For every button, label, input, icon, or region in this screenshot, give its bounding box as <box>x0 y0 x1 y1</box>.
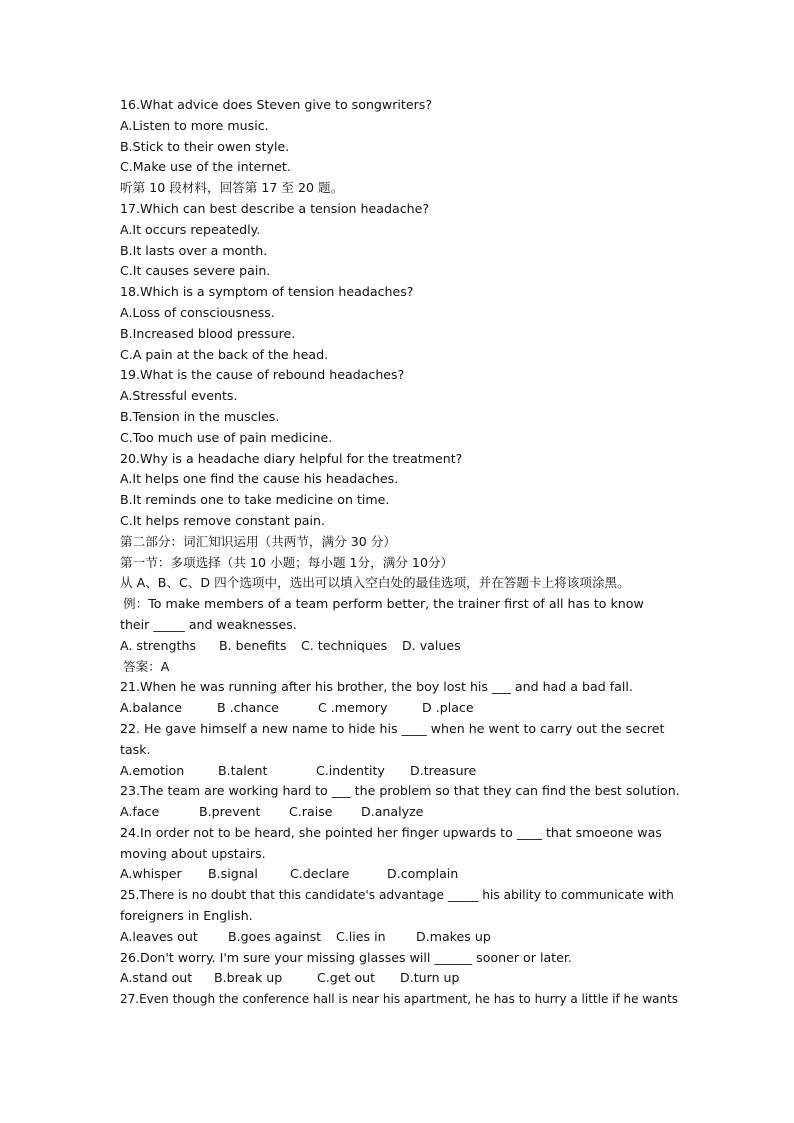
q17-stem: 17.Which can best describe a tension headache? <box>120 200 430 216</box>
q26-option-d: D.turn up <box>400 970 460 986</box>
part2-title: 第二部分：词汇知识运用（共两节，满分 30 分） <box>120 533 396 549</box>
q23-option-a: A.face <box>120 804 160 820</box>
q21-option-a: A.balance <box>120 700 182 716</box>
q22-option-d: D.treasure <box>410 762 477 778</box>
q25-option-b: B.goes against <box>228 928 322 944</box>
example-stem-line2: their _____ and weaknesses. <box>120 616 297 632</box>
q19-option-a: A.Stressful events. <box>120 388 238 404</box>
q21-stem: 21.When he was running after his brother, the boy lost his ___ and had a bad fall. <box>120 679 633 695</box>
q16-option-b: B.Stick to their owen style. <box>120 138 290 154</box>
q20-option-c: C.It helps remove constant pain. <box>120 512 326 528</box>
q19-option-b: B.Tension in the muscles. <box>120 408 280 424</box>
example-stem-line1: 例：To make members of a team perform better, the trainer first of all has to know <box>123 596 644 612</box>
q21-option-d: D .place <box>422 700 474 716</box>
q26-stem: 26.Don't worry. I'm sure your missing glasses will ______ sooner or later. <box>120 949 572 965</box>
q26-option-b: B.break up <box>214 970 283 986</box>
q21-option-c: C .memory <box>318 700 388 716</box>
example-option-b: B. benefits <box>219 637 287 653</box>
q26-option-a: A.stand out <box>120 970 193 986</box>
q24-option-a: A.whisper <box>120 866 182 882</box>
section-note: 听第 10 段材料，回答第 17 至 20 题。 <box>120 180 344 196</box>
part2-subtitle: 第一节：多项选择（共 10 小题；每小题 1分，满分 10分） <box>120 554 454 570</box>
q24-stem-line2: moving about upstairs. <box>120 845 266 861</box>
example-option-d: D. values <box>402 637 461 653</box>
q22-option-b: B.talent <box>218 762 268 778</box>
q23-options <box>120 802 680 823</box>
q20-stem: 20.Why is a headache diary helpful for the treatment? <box>120 450 463 466</box>
q18-option-c: C.A pain at the back of the head. <box>120 346 329 362</box>
example-option-a: A. strengths <box>120 637 197 653</box>
q23-stem: 23.The team are working hard to ___ the problem so that they can find the best solution. <box>120 783 680 799</box>
q23-option-c: C.raise <box>289 804 333 820</box>
q25-stem-line2: foreigners in English. <box>120 908 253 924</box>
q25-option-c: C.lies in <box>336 928 386 944</box>
q17-option-b: B.It lasts over a month. <box>120 242 268 258</box>
q27-stem: 27.Even though the conference hall is near his apartment, he has to hurry a little if he wants <box>120 992 679 1007</box>
q25-option-d: D.makes up <box>416 928 491 944</box>
exam-page <box>120 95 680 1010</box>
q26-option-c: C.get out <box>317 970 376 986</box>
q24-option-d: D.complain <box>387 866 459 882</box>
q20-option-b: B.It reminds one to take medicine on time. <box>120 492 390 508</box>
q17-option-c: C.It causes severe pain. <box>120 263 271 279</box>
part2-instruction: 从 A、B、C、D 四个选项中，选出可以填入空白处的最佳选项，并在答题卡上将该项涂黑。 <box>120 575 630 591</box>
q17-option-a: A.It occurs repeatedly. <box>120 221 261 237</box>
q22-option-c: C.indentity <box>316 762 385 778</box>
example-options <box>120 636 680 657</box>
q25-stem-line1: 25.There is no doubt that this candidate's advantage _____ his ability to communicate with <box>120 888 674 903</box>
q23-option-d: D.analyze <box>361 804 424 820</box>
q24-stem-line1: 24.In order not to be heard, she pointed her finger upwards to ____ that smoeone was <box>120 824 662 840</box>
q26-options <box>120 968 680 989</box>
q23-option-b: B.prevent <box>199 804 261 820</box>
q16-option-c: C.Make use of the internet. <box>120 159 291 175</box>
q22-stem-line1: 22. He gave himself a new name to hide his ____ when he went to carry out the secret <box>120 720 665 736</box>
q24-options <box>120 864 680 885</box>
q18-option-a: A.Loss of consciousness. <box>120 304 275 320</box>
q20-option-a: A.It helps one find the cause his headaches. <box>120 471 399 487</box>
example-answer: 答案：A <box>123 658 170 674</box>
q22-stem-line2: task. <box>120 741 151 757</box>
q16-stem: 16.What advice does Steven give to songwriters? <box>120 97 433 112</box>
q21-options <box>120 698 680 719</box>
q18-stem: 18.Which is a symptom of tension headaches? <box>120 284 414 300</box>
q25-option-a: A.leaves out <box>120 928 198 944</box>
q18-option-b: B.Increased blood pressure. <box>120 325 296 341</box>
q24-option-c: C.declare <box>290 866 350 882</box>
q19-stem: 19.What is the cause of rebound headaches? <box>120 367 405 383</box>
q16-option-a: A.Listen to more music. <box>120 117 269 133</box>
q22-option-a: A.emotion <box>120 762 185 778</box>
q21-option-b: B .chance <box>217 700 279 716</box>
example-option-c: C. techniques <box>301 637 388 653</box>
q24-option-b: B.signal <box>208 866 258 882</box>
q19-option-c: C.Too much use of pain medicine. <box>120 429 333 445</box>
q25-options <box>120 927 680 948</box>
q22-options <box>120 761 680 782</box>
